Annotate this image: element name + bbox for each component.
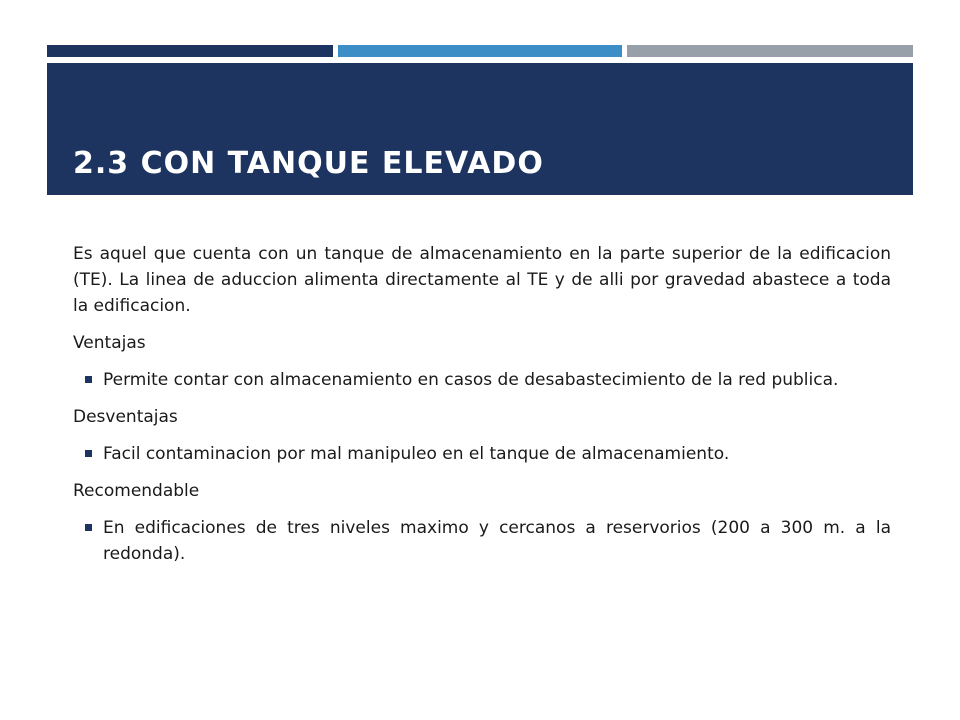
- square-bullet-icon: [85, 450, 92, 457]
- section-label-recomendable: Recomendable: [73, 481, 200, 501]
- title-band: [47, 63, 913, 195]
- accent-bar-blue: [338, 45, 622, 57]
- slide-body: [73, 241, 891, 578]
- accent-bar-gray: [627, 45, 913, 57]
- bullet-text: Permite contar con almacenamiento en casos de desabastecimiento de la red publica.: [103, 370, 839, 390]
- section-label-desventajas: Desventajas: [73, 407, 178, 427]
- bullet-item: [73, 367, 891, 393]
- slide-title: 2.3 CON TANQUE ELEVADO: [73, 146, 544, 181]
- bullet-item: [73, 515, 891, 567]
- accent-bar-dark: [47, 45, 333, 57]
- bullet-text: Facil contaminacion por mal manipuleo en el tanque de almacenamiento.: [103, 444, 730, 464]
- square-bullet-icon: [85, 376, 92, 383]
- section-label-ventajas: Ventajas: [73, 333, 146, 353]
- bullet-item: [73, 441, 891, 467]
- square-bullet-icon: [85, 524, 92, 531]
- bullet-text: En edificaciones de tres niveles maximo y cercanos a reservorios (200 a 300 m. a la redonda).: [103, 518, 891, 564]
- intro-paragraph: Es aquel que cuenta con un tanque de almacenamiento en la parte superior de la edificacion (TE). La linea de aduccion alimenta directamente al TE y de alli por gravedad abastece a toda la edificacion.: [73, 244, 891, 316]
